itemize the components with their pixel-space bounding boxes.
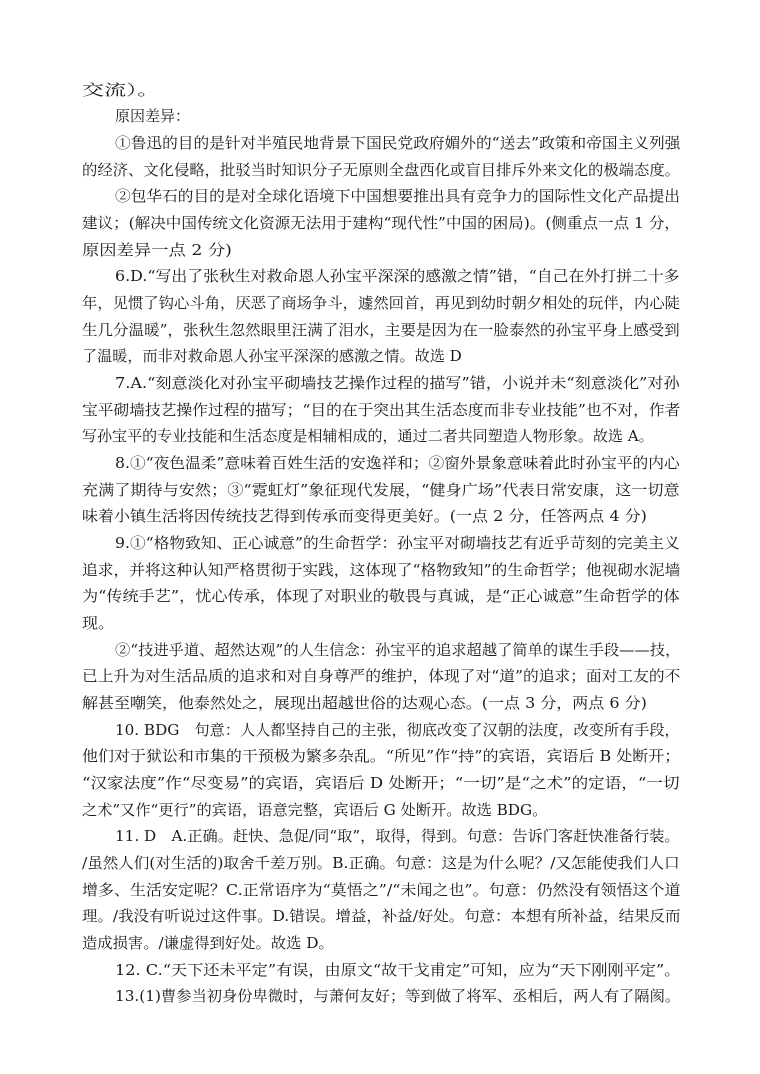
text-line: 已上升为对生活品质的追求和对自身尊严的维护，体现了对“道”的追求；面对工友的不 [82,667,681,685]
text-line: 理。/我没有听说过这件事。D.错误。增益，补益/好处。句意：本想有所补益，结果反而 [82,907,681,925]
text-line: 8.①“夜色温柔”意味着百姓生活的安逸祥和；②窗外景象意味着此时孙宝平的内心 [115,454,680,472]
text-line: 11. D A.正确。赶快、急促/同“取”，取得，得到。句意：告诉门客赶快准备行装。 [115,827,680,845]
text-line: 建议；(解决中国传统文化资源无法用于建构“现代性”中国的困局)。(侧重点一点 1 分， [82,214,680,232]
text-line: 9.①“格物致知、正心诚意”的生命哲学：孙宝平对砌墙技艺有近乎苛刻的完美主义 [115,534,680,552]
text-line: 6.D.“写出了张秋生对救命恩人孙宝平深深的感激之情”错，“自己在外打拼二十多 [115,267,680,285]
text-line: 为“传统手艺”，忧心传承，体现了对职业的敬畏与真诚，是“正心诚意”生命哲学的体 [82,587,680,605]
text-line: ①鲁迅的目的是针对半殖民地背景下国民党政府媚外的“送去”政策和帝国主义列强 [115,134,681,152]
text-line: 现。 [82,614,115,632]
text-line: 交流）。 [82,81,160,99]
text-line: 之术”又作“更行”的宾语，语意完整，宾语后 G 处断开。故选 BDG。 [82,801,548,819]
text-line: 10. BDG 句意：人人都坚持自己的主张，彻底改变了汉朝的法度，改变所有手段， [115,721,680,739]
text-line: ②“技进乎道、超然达观”的人生信念：孙宝平的追求超越了简单的谋生手段——技， [115,641,681,659]
text-line: ②包华石的目的是对全球化语境下中国想要推出具有竞争力的国际性文化产品提出 [115,187,681,205]
text-line: 原因差异一点 2 分) [82,241,232,259]
text-line: 增多、生活安定呢？C.正常语序为“莫悟之”/“未闻之也”。句意：仍然没有领悟这个道 [82,881,681,899]
text-line: “汉家法度”作“尽变易”的宾语，宾语后 D 处断开；“一切”是“之术”的定语，“一切 [82,774,680,792]
text-line: 了温暖，而非对救命恩人孙宝平深深的感激之情。故选 D [82,347,462,365]
text-line: 他们对于狱讼和市集的干预极为繁多杂乱。“所见”作“持”的宾语，宾语后 B 处断开； [82,747,681,765]
text-line: 写孙宝平的专业技能和生活态度是相辅相成的，通过二者共同塑造人物形象。故选 A。 [82,427,654,445]
text-line: 解甚至嘲笑，他泰然处之，展现出超越世俗的达观心态。(一点 3 分，两点 6 分) [82,694,647,712]
text-line: 生几分温暖”，张秋生忽然眼里汪满了泪水，主要是因为在一脸泰然的孙宝平身上感受到 [82,321,680,339]
text-line: 的经济、文化侵略，批驳当时知识分子无原则全盘西化或盲目排斥外来文化的极端态度。 [82,161,681,179]
text-line: 12. C.“天下还未平定”有误，由原文“故干戈甫定”可知，应为“天下刚刚平定”。 [115,961,681,979]
text-line: 味着小镇生活将因传统技艺得到传承而变得更美好。(一点 2 分，任答两点 4 分) [82,507,647,525]
text-line: 年，见惯了钩心斗角，厌恶了商场争斗，遽然回首，再见到幼时朝夕相处的玩伴，内心陡 [82,294,681,312]
text-line: 13.(1)曹参当初身份卑微时，与萧何友好；等到做了将军、丞相后，两人有了隔阂。 [115,987,681,1005]
text-line: /虽然人们(对生活的)取舍千差万别。B.正确。句意：这是为什么呢？/又怎能使我们人口 [82,854,680,872]
text-line: 7.A.“刻意淡化对孙宝平砌墙技艺操作过程的描写”错，小说并未“刻意淡化”对孙 [115,374,680,392]
text-line: 追求，并将这种认知严格贯彻于实践，这体现了“格物致知”的生命哲学；他视砌水泥墙 [82,561,681,579]
text-line: 充满了期待与安然；③“霓虹灯”象征现代发展，“健身广场”代表日常安康，这一切意 [82,481,680,499]
text-line: 造成损害。/谦虚得到好处。故选 D。 [82,934,334,952]
text-line: 宝平砌墙技艺操作过程的描写；“目的在于突出其生活态度而非专业技能”也不对，作者 [82,401,681,419]
text-line: 原因差异： [115,107,191,125]
